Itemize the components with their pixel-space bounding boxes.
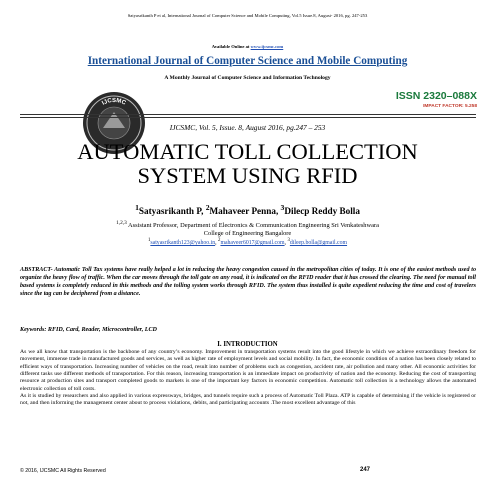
introduction-paragraph-2: As it is studied by researchers and also applied in various expressways, bridges, and tunnels require such a process of Automatic Toll Plaza. ATP is capable of determining if the vehicle is registered or not, and then informing the management center about to process violations, debits, and participating accounts .The most excellent advantage of this (20, 393, 476, 407)
email-1-sep: , (215, 239, 219, 246)
running-head: Satyasrikanth P et al, International Journal of Computer Science and Mobile Computing, Vol.5 Issue.8, August- 2016, pg. 247-253 (127, 13, 368, 18)
email-2-link[interactable]: mahaveer6017@gmail.com (220, 239, 285, 246)
email-2-sep: , (284, 239, 288, 246)
keywords: Keywords: RFID, Card, Reader, Microcontroller, LCD (20, 327, 157, 333)
paper-title-line-2: SYSTEM USING RFID (137, 163, 358, 188)
email-3-sup: 3 (287, 238, 290, 243)
paper-title (0, 140, 495, 188)
footer-copyright: © 2016, IJCSMC All Rights Reserved (20, 468, 106, 474)
journal-subtitle: A Monthly Journal of Computer Science and Information Technology (164, 75, 331, 81)
header-divider-bottom (20, 117, 476, 118)
email-1-sup: 1 (147, 238, 151, 243)
author-1-name: Satyasrikanth P, (138, 206, 206, 217)
affiliation-line-1: Assistant Professor, Department of Electronics & Communication Engineering Sri Venkateshwara (126, 222, 379, 230)
email-3-link[interactable]: dileep.bolla@gmail.com (289, 239, 348, 246)
author-list (0, 203, 495, 216)
seal-text: IJCSMC (101, 97, 127, 107)
section-heading-introduction: I. INTRODUCTION (217, 341, 278, 348)
paper-title-line-1: AUTOMATIC TOLL COLLECTION (77, 139, 418, 164)
volume-line: IJCSMC, Vol. 5, Issue. 8, August 2016, pg.247 – 253 (169, 123, 326, 132)
journal-title[interactable]: International Journal of Computer Science and Mobile Computing (87, 55, 408, 67)
available-prefix: Available Online at (211, 44, 251, 49)
issn-number: ISSN 2320–088X (395, 90, 477, 102)
email-2-sup: 2 (218, 238, 221, 243)
introduction-body (20, 349, 476, 408)
affiliation (0, 219, 495, 238)
available-online (0, 44, 495, 49)
author-emails (0, 238, 495, 246)
impact-factor: IMPACT FACTOR: 5.258 (423, 104, 477, 109)
author-3-sup: 3 (280, 203, 285, 212)
email-1-link[interactable]: satyasrikanth123@yahoo.in (150, 239, 216, 246)
affiliation-line-2: College of Engineering Bangalore (203, 230, 292, 238)
journal-website-link[interactable]: www.ijcsmc.com (250, 44, 284, 49)
header-divider-top (20, 114, 476, 115)
author-3-name: Dilecp Reddy Bolla (284, 206, 360, 217)
introduction-paragraph-1: As we all know that transportation is the backbone of any country’s economy. Improvement in transportation systems result into the good lifestyle in which we achieve extraordinary freedom for movement, immense trade in manufactured goods and services, as well as higher rate of employment levels and social mobility. In fact, the economic condition of a nation has been closely related to efficient ways of transportation. Increasing number of vehicles on the road, result into number of problems such as congestion, accident rate, air pollution and many other. All economic activities for different tasks use different methods of transportation. For this reason, increasing transportation is an immediate impact on productivity of nation and the economy. Reducing the cost of transporting resource at production sites and transport completed goods to markets is one of the important key factors in economic competition. Automatic toll collection is a technology allows the automated electronic collection of toll costs. (20, 349, 476, 392)
author-2-name: Mahaveer Penna, (209, 206, 281, 217)
author-2-sup: 2 (205, 203, 210, 212)
page-number: 247 (360, 467, 371, 473)
abstract: ABSTRACT- Automatic Toll Tax systems have really helped a lot in reducing the heavy congestion caused in the metropolitan cities of today. It is one of the easiest methods used to organize the heavy flow of traffic. When the car moves through the toll gate on any road, it is indicated on the RFID reader that it has crossed the clearing. The need for manual toll based systems is completely reduced in this methods and the tolling system works through RFID. The system thus installed is quite expedient reducing the time and cost of travelers since the tag can be deciphered from a distance. (20, 267, 476, 298)
author-1-sup: 1 (135, 203, 139, 212)
affiliation-sup: 1,2,3 (116, 220, 127, 226)
